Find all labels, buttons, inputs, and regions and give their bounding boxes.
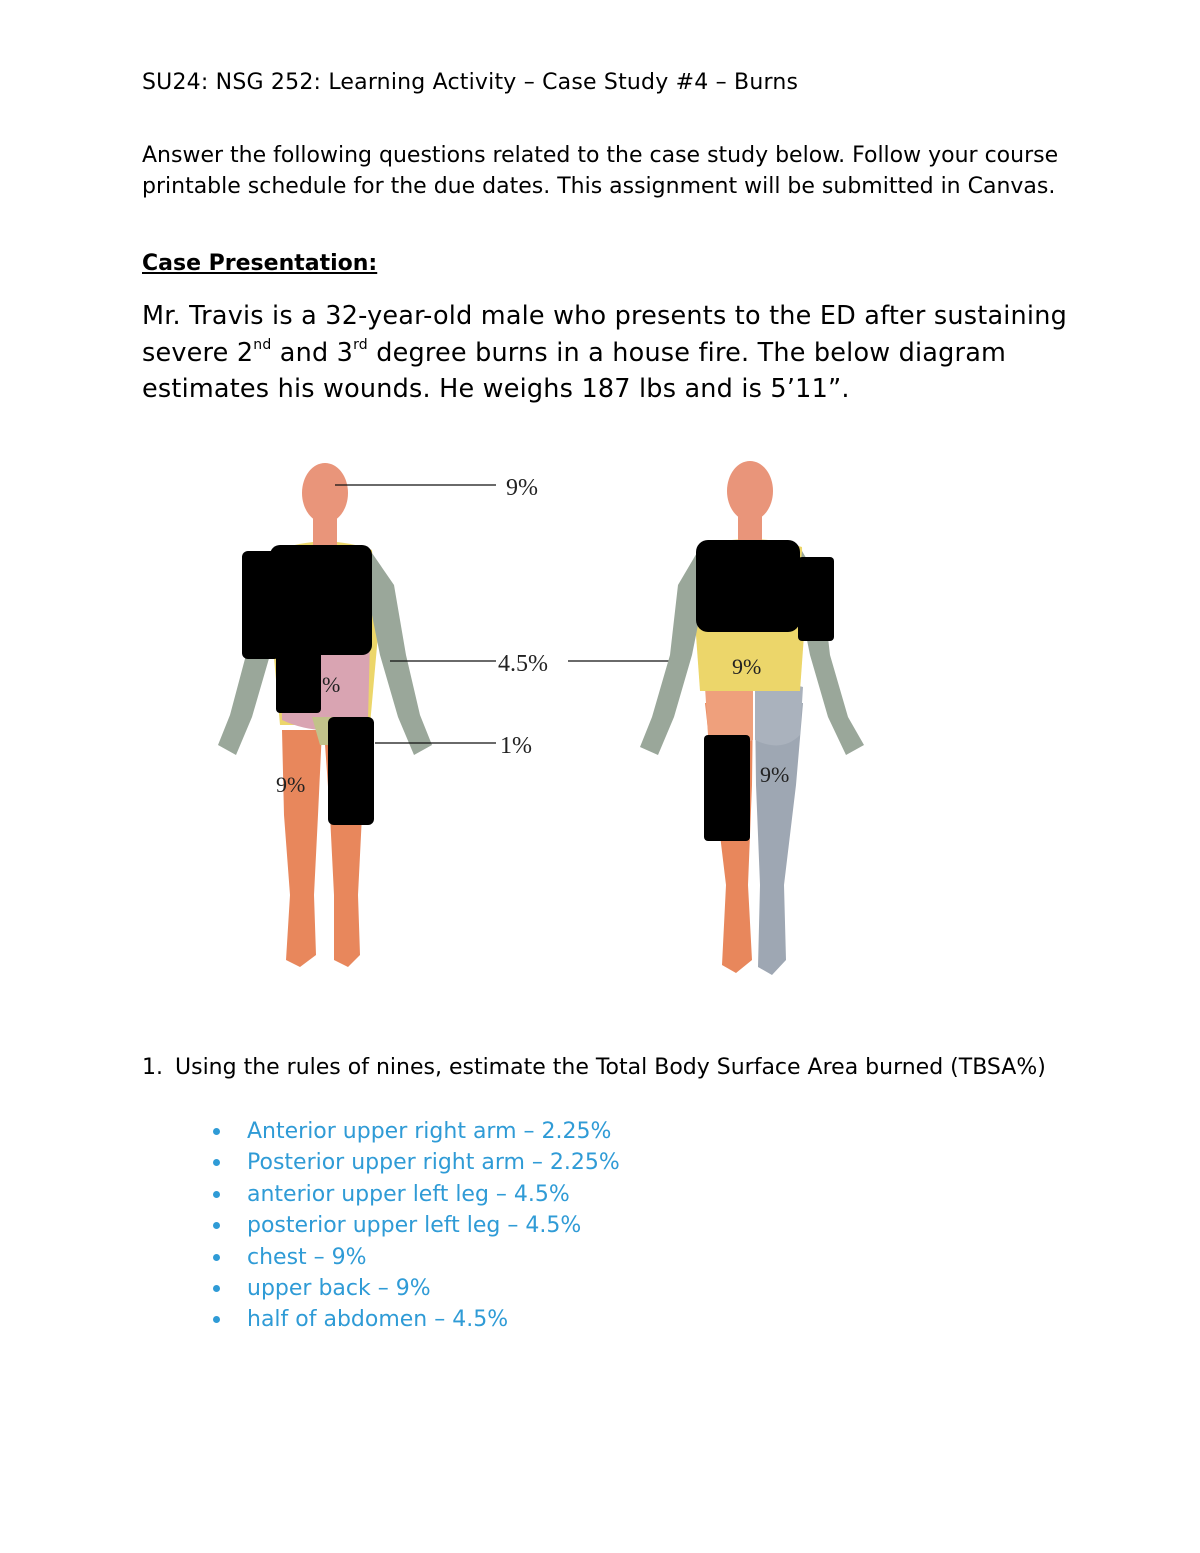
redaction-block xyxy=(270,545,372,655)
answer-item: Posterior upper right arm – 2.25% xyxy=(205,1147,620,1178)
question-text: Using the rules of nines, estimate the Total Body Surface Area burned (TBSA%) xyxy=(175,1055,1046,1080)
answer-item: chest – 9% xyxy=(205,1242,620,1273)
case-description: Mr. Travis is a 32-year-old male who presents to the ED after sustaining severe 2nd and 3rd degree burns in a house fire. The below diagram estimates his wounds. He weighs 187 lbs and is 5’11”. xyxy=(142,301,1067,404)
answer-item: anterior upper left leg – 4.5% xyxy=(205,1179,620,1210)
back-body-figure xyxy=(640,461,864,975)
front-left-arm xyxy=(368,553,432,755)
label-back-trunk: 9% xyxy=(732,654,762,679)
redaction-block xyxy=(276,645,321,713)
redaction-block xyxy=(704,735,750,841)
label-front-abdomen: % xyxy=(322,672,341,697)
bullet-icon xyxy=(213,1159,220,1166)
front-body-figure xyxy=(218,463,432,967)
front-head xyxy=(302,463,348,523)
question-number: 1. xyxy=(142,1055,163,1080)
redaction-block xyxy=(328,717,374,825)
label-back-leg: 9% xyxy=(760,762,790,787)
back-right-arm xyxy=(640,551,704,755)
label-head: 9% xyxy=(506,475,538,501)
bullet-icon xyxy=(213,1254,220,1261)
back-buttock-left xyxy=(755,684,803,746)
answer-list xyxy=(205,1116,620,1336)
answer-item: Anterior upper right arm – 2.25% xyxy=(205,1116,620,1147)
bullet-icon xyxy=(213,1191,220,1198)
bullet-icon xyxy=(213,1128,220,1135)
instructions-paragraph: Answer the following questions related to the case study below. Follow your course printable schedule for the due dates. This assignment will be submitted in Canvas. xyxy=(142,143,1059,199)
bullet-icon xyxy=(213,1285,220,1292)
bullet-icon xyxy=(213,1316,220,1323)
front-right-leg xyxy=(282,730,322,967)
label-groin: 1% xyxy=(500,733,532,759)
answer-item: upper back – 9% xyxy=(205,1273,620,1304)
document-title: SU24: NSG 252: Learning Activity – Case Study #4 – Burns xyxy=(142,70,799,95)
rule-of-nines-diagram xyxy=(200,455,890,985)
bullet-icon xyxy=(213,1222,220,1229)
label-arm: 4.5% xyxy=(498,651,548,677)
answer-item: posterior upper left leg – 4.5% xyxy=(205,1210,620,1241)
redaction-block xyxy=(798,557,834,641)
back-head xyxy=(727,461,773,521)
redaction-block xyxy=(696,540,800,632)
label-front-leg: 9% xyxy=(276,772,306,797)
answer-item: half of abdomen – 4.5% xyxy=(205,1304,620,1335)
case-presentation-heading: Case Presentation: xyxy=(142,251,378,276)
